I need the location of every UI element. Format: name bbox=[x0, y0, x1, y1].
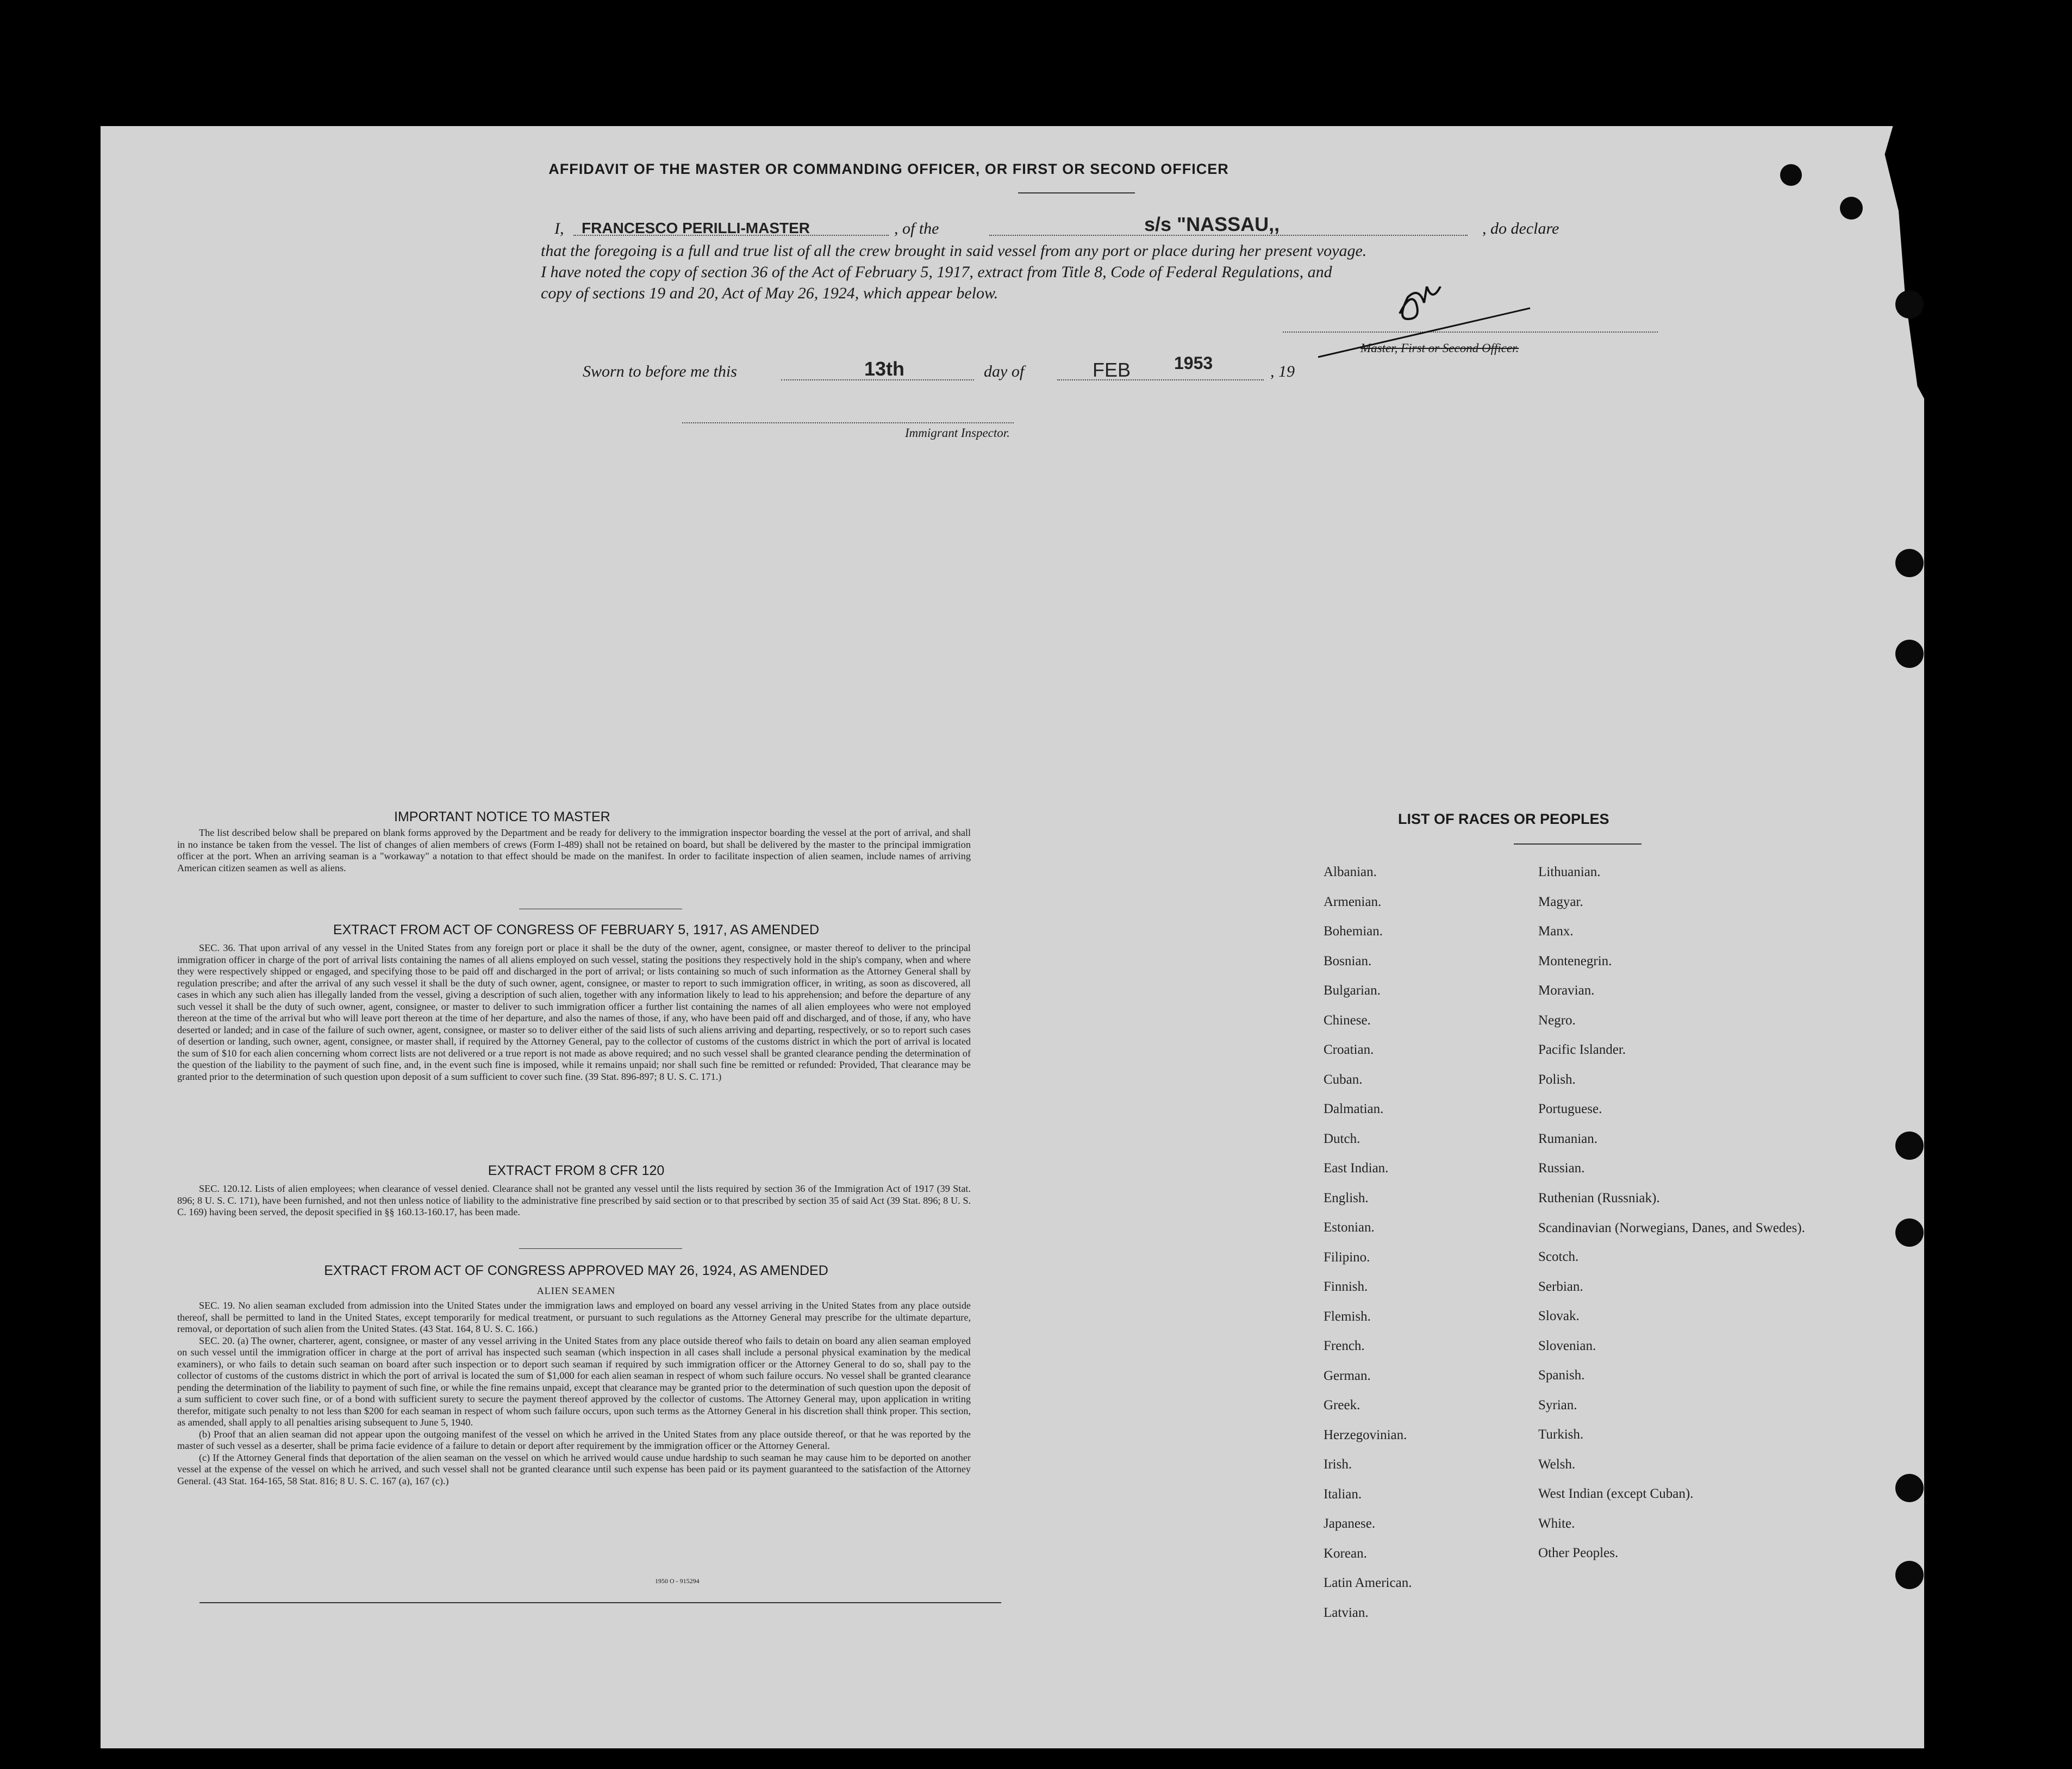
title-rule bbox=[1018, 192, 1135, 193]
punch-hole bbox=[1895, 1561, 1924, 1589]
affidavit-title: AFFIDAVIT OF THE MASTER OR COMMANDING OFFICER, OR FIRST OR SECOND OFFICER bbox=[548, 161, 1229, 177]
punch-hole bbox=[1895, 1132, 1924, 1160]
punch-hole bbox=[1895, 1474, 1924, 1502]
inspector-caption: Immigrant Inspector. bbox=[905, 426, 1010, 440]
punch-hole bbox=[1895, 640, 1924, 668]
year-stamp: 1953 bbox=[1174, 353, 1213, 373]
cfr-rule bbox=[519, 1248, 682, 1249]
extract-1924-body: SEC. 19. No alien seaman excluded from admission into the United States under the immigration laws and employed on board any vessel arriving in the United States from any place outside thereof, shall be permitted to land in the United States, except temporarily for medical treatment, or pursuant to such regulations as the Attorney General may prescribe for the ultimate departure, removal, or deportation of such alien from the United States. (43 Stat. 164, 8 U. S. C. 166.) SEC. 20. (a) The owner, charterer, agent, consignee, or master of any vessel arriving in the United States from any place outside thereof who fails to detain on board any alien seaman employed on such vessel until the immigration officer in charge at the port of arrival has inspected such seaman (which inspection in all cases shall include a personal physical examination by the medical examiners), or who fails to detain such seaman on board after such inspection or to deport such seaman if required by such immigration officer or the Attorney General to do so, shall pay to the collector of customs of the customs district in which the port of arrival is located the sum of $1,000 for each alien seaman in respect of whom such failure occurs. No vessel shall be granted clearance pending the determination of the liability to payment of such fine, or while the fine remains unpaid, except that clearance may be granted prior to the determination of such question upon the deposit of a sum sufficient to cover such fine, or of a bond with sufficient surety to secure the payment thereof approved by the collector of customs. The Attorney General may, upon application in writing therefor, mitigate such penalty to not less than $200 for each seaman in respect of whom such failure occurs, upon such terms as the Attorney General in his discretion shall think proper. This section, as amended, shall apply to all penalties arising subsequent to June 5, 1940. (b) Proof that an alien seaman did not appear upon the outgoing manifest of the vessel on which he arrived in the United States from any place outside thereof, or that he was reported by the master of such vessel as a deserter, shall be prima facie evidence of a failure to detain or deport after requirement by the immigration officer or the Attorney General. (c) If the Attorney General finds that deportation of the alien seaman on the vessel on which he arrived would cause undue hardship to such seaman he may cause him to be deported on another vessel at the expense of the vessel on which he arrived, and such vessel shall not be granted clearance until such expense has been paid or its payment guaranteed to the satisfaction of the Attorney General. (43 Stat. 164-165, 58 Stat. 816; 8 U. S. C. 167 (a), 167 (c).) bbox=[177, 1300, 971, 1486]
races-rule bbox=[1514, 843, 1642, 845]
footer-rule bbox=[199, 1602, 1001, 1603]
day-of-text: day of bbox=[984, 362, 1025, 380]
month-field-line bbox=[1057, 379, 1264, 380]
signature-caption: Master, First or Second Officer. bbox=[1360, 341, 1519, 355]
nineteen-text: , 19 bbox=[1270, 362, 1295, 380]
of-the-text: , of the bbox=[894, 220, 939, 237]
punch-hole bbox=[1895, 290, 1924, 318]
month-stamp: FEB bbox=[1093, 359, 1131, 381]
punch-hole bbox=[1840, 197, 1863, 220]
sworn-text: Sworn to before me this bbox=[583, 362, 737, 380]
do-declare-text: , do declare bbox=[1482, 220, 1559, 237]
races-column-left: Albanian. Armenian. Bohemian. Bosnian. Bulgarian. Chinese. Croatian. Cuban. Dalmatian. Dutch. East Indian. English. Estonian. Filipino. Finnish. Flemish. French. German. Greek. Herzegovinian. Irish. Italian. Japanese. Korean. Latin American. Latvian. bbox=[1324, 865, 1412, 1620]
notice-title: IMPORTANT NOTICE TO MASTER bbox=[394, 809, 610, 824]
alien-seamen-heading: ALIEN SEAMEN bbox=[536, 1285, 616, 1296]
extract-1917-title: EXTRACT FROM ACT OF CONGRESS OF FEBRUARY 5, 1917, AS AMENDED bbox=[333, 922, 820, 937]
vessel-name-stamp: s/s "NASSAU,, bbox=[1144, 213, 1280, 235]
inspector-line bbox=[682, 422, 1014, 423]
torn-corner bbox=[1848, 126, 1924, 409]
declaration-body: that the foregoing is a full and true list of all the crew brought in said vessel from any port or place during her present voyage. I have noted the copy of section 36 of the Act of February 5, 1917, extract from Title 8, Code of Federal Regulations, and copy of sections 19 and 20, Act of May 26, 1924, which appear below. bbox=[541, 242, 1367, 302]
races-title: LIST OF RACES OR PEOPLES bbox=[1398, 811, 1609, 827]
extract-1917-body: SEC. 36. That upon arrival of any vessel in the United States from any foreign port or place it shall be the duty of the owner, agent, consignee, or master thereof to deliver to the principal immigration officer in charge of the port of arrival lists containing the names of all aliens employed on such vessel, stating the positions they respectively hold in the ship's company, when and where they were respectively shipped or engaged, and specifying those to be paid off and discharged in the port of arrival; or lists containing so much of such information as the Attorney General shall by regulation prescribe; and after the arrival of any such vessel it shall be the duty of such owner, agent, consignee, or master to report to such immigration officer, in writing, as soon as discovered, all cases in which any such alien has illegally landed from the vessel, giving a description of such alien, together with any information likely to lead to his apprehension; and before the departure of any such vessel it shall be the duty of such owner, agent, consignee, or master to deliver to such immigration officer a further list containing the names of all alien employees who were not employed thereon at the time of the arrival but who will leave port thereon at the time of her departure, and also the names of those, if any, who have been paid off and discharged, and of those, if any, who have deserted or landed; and in case of the failure of such owner, agent, consignee, or master so to deliver either of the said lists of such aliens arriving and departing, respectively, or so to report such cases of desertion or landing, such owner, agent, consignee, or master shall, if required by the Attorney General, pay to the collector of customs of the customs district in which the port of arrival is located the sum of $10 for each alien concerning whom correct lists are not delivered or a true report is not made as above required; and no such vessel shall be granted clearance pending the determination of the question of the liability to the payment of such fine, and, in the event such fine is imposed, while it remains unpaid; nor shall such fine be remitted or refunded: Provided, That clearance may be granted prior to the determination of such question upon deposit of a sum sufficient to cover such fine. (39 Stat. 896-897; 8 U. S. C. 171.) bbox=[177, 942, 971, 1082]
printing-code: 1950 O - 915294 bbox=[655, 1577, 700, 1585]
declaration-lead: I, bbox=[554, 220, 564, 237]
races-column-right: Lithuanian. Magyar. Manx. Montenegrin. Moravian. Negro. Pacific Islander. Polish. Portuguese. Rumanian. Russian. Ruthenian (Russniak). Scandinavian (Norwegians, Danes, and Swedes). Scotch. Serbian. Slovak. Slovenian. Spanish. Syrian. Turkish. Welsh. West Indian (except Cuban). White. Other Peoples. bbox=[1538, 865, 1805, 1560]
cfr-title: EXTRACT FROM 8 CFR 120 bbox=[488, 1163, 665, 1178]
punch-hole bbox=[1895, 549, 1924, 577]
master-name-stamp: FRANCESCO PERILLI-MASTER bbox=[582, 220, 810, 236]
affidavit-page bbox=[101, 126, 1924, 1748]
punch-hole bbox=[1780, 164, 1802, 186]
extract-1924-title: EXTRACT FROM ACT OF CONGRESS APPROVED MAY 26, 1924, AS AMENDED bbox=[324, 1263, 828, 1278]
cfr-body: SEC. 120.12. Lists of alien employees; when clearance of vessel denied. Clearance shall not be granted any vessel until the lists required by section 36 of the Immigration Act of 1917 (39 Stat. 896; 8 U. S. C. 171), have been furnished, and not then unless notice of liability to the administrative fine prescribed by said section or to that prescribed by section 35 of said Act (39 Stat. 896; 8 U. S. C. 169) having been served, the deposit specified in §§ 160.13-160.17, has been made. bbox=[177, 1183, 971, 1217]
day-stamp: 13th bbox=[864, 358, 905, 380]
notice-body: The list described below shall be prepared on blank forms approved by the Department and be ready for delivery to the immigration inspector boarding the vessel at the port of arrival, and shall in no instance be taken from the vessel. The list of changes of alien members of crews (Form I-489) shall not be retained on board, but shall be delivered by the master to the principal immigration officer at the port. When an arriving seaman is a "workaway" a notation to that effect should be made on the manifest. In order to facilitate inspection of alien seamen, include names of arriving American citizen seamen as well as aliens. bbox=[177, 827, 971, 873]
punch-hole bbox=[1895, 1218, 1924, 1247]
